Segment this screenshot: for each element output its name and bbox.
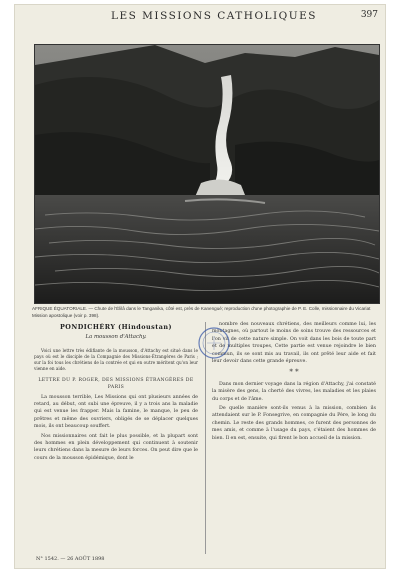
article-summary: Voici une lettre très édifiante de la mousson, d'Attachy est situé dans le pays où est le disciple de la Compagnie des Missions-Étrangères de Paris ; sur la foi tous les chrétiens de la contrée et qui en outre méritent qu'on leur vienne en aide. (34, 347, 198, 371)
newspaper-page (14, 4, 386, 569)
waterfall-photograph (34, 44, 380, 304)
section-subtitle: La mousson d'Attachy. (85, 334, 147, 341)
photo-caption: AFRIQUE ÉQUATORIALE. — Chute de l'Élilâ dans le Tanganika, côté est, près de Kanengué; reproduction d'une photographie de P. E. Colle, missionnaire du Vicariat Mission apostolique (voir p. 398). (32, 306, 371, 318)
journal-title: LES MISSIONS CATHOLIQUES (111, 10, 317, 22)
library-stamp-icon (197, 326, 231, 360)
right-column (212, 321, 376, 571)
asterism: * * (289, 368, 299, 377)
section-title: PONDICHÉRY (Hindoustan) (59, 323, 172, 331)
page-number: 397 (360, 10, 378, 20)
letter-heading: LETTRE DU P. ROGER, DES MISSIONS ÉTRANGÈRES DE PARIS (38, 377, 194, 391)
right-paragraph-2: Dans mon dernier voyage dans la région d'Attachy, j'ai constaté la misère des gens, la cherté des vivres, les maladies et les plaies du corps et de l'âme. (212, 381, 376, 402)
waterfall-photo-image (35, 45, 379, 303)
right-paragraph-1: nombre des nouveaux chrétiens, des meilleurs comme lui, les montagnes, où partout le moins de soins trouve des ressources et l'on vit de cette nature simple. On voit dans les bois de toute part et de multiples troupes, Cette partie est venue rejoindre le bien commun, ils se sont mis au travail, ils ont prêté leur aide et fait leur devoir dans cette grande épreuve. (212, 322, 376, 365)
left-column (34, 321, 198, 571)
left-paragraph-2: Nos missionnaires ont fait le plus possible, et la plupart sont des hommes en plein développement qui continuent à soutenir leurs chrétiens dans la mesure de leurs forces. On peut dire que le cours de la mousson épidémique, dont le (34, 433, 198, 461)
page-header (14, 4, 386, 28)
issue-footer: N° 1542. — 26 AOÛT 1898 (36, 556, 105, 562)
left-paragraph-1: La mousson terrible, Les Missions qui ont plusieurs années de retard, au début, ont subi une épreuve, il y a trois ans la maladie qui est venue les frapper. Mais la famine, le manque, le peu de prêtres et même des ouvriers, obligés de se déplacer quelques mois, ils ont beaucoup souffert. (34, 394, 198, 430)
right-paragraph-3: De quelle manière sont-ils venus à la mission, combien ils attendaient sur le P. Fonsegrive, en compagnie du Père, le long du chemin. Le reste des grands hommes, ce furent des personnes de mes amis, et comme à l'usage du pays, c'étaient des hommes de bien. Il en est, ensuite, qui firent le bon accueil de la mission. (212, 406, 376, 441)
